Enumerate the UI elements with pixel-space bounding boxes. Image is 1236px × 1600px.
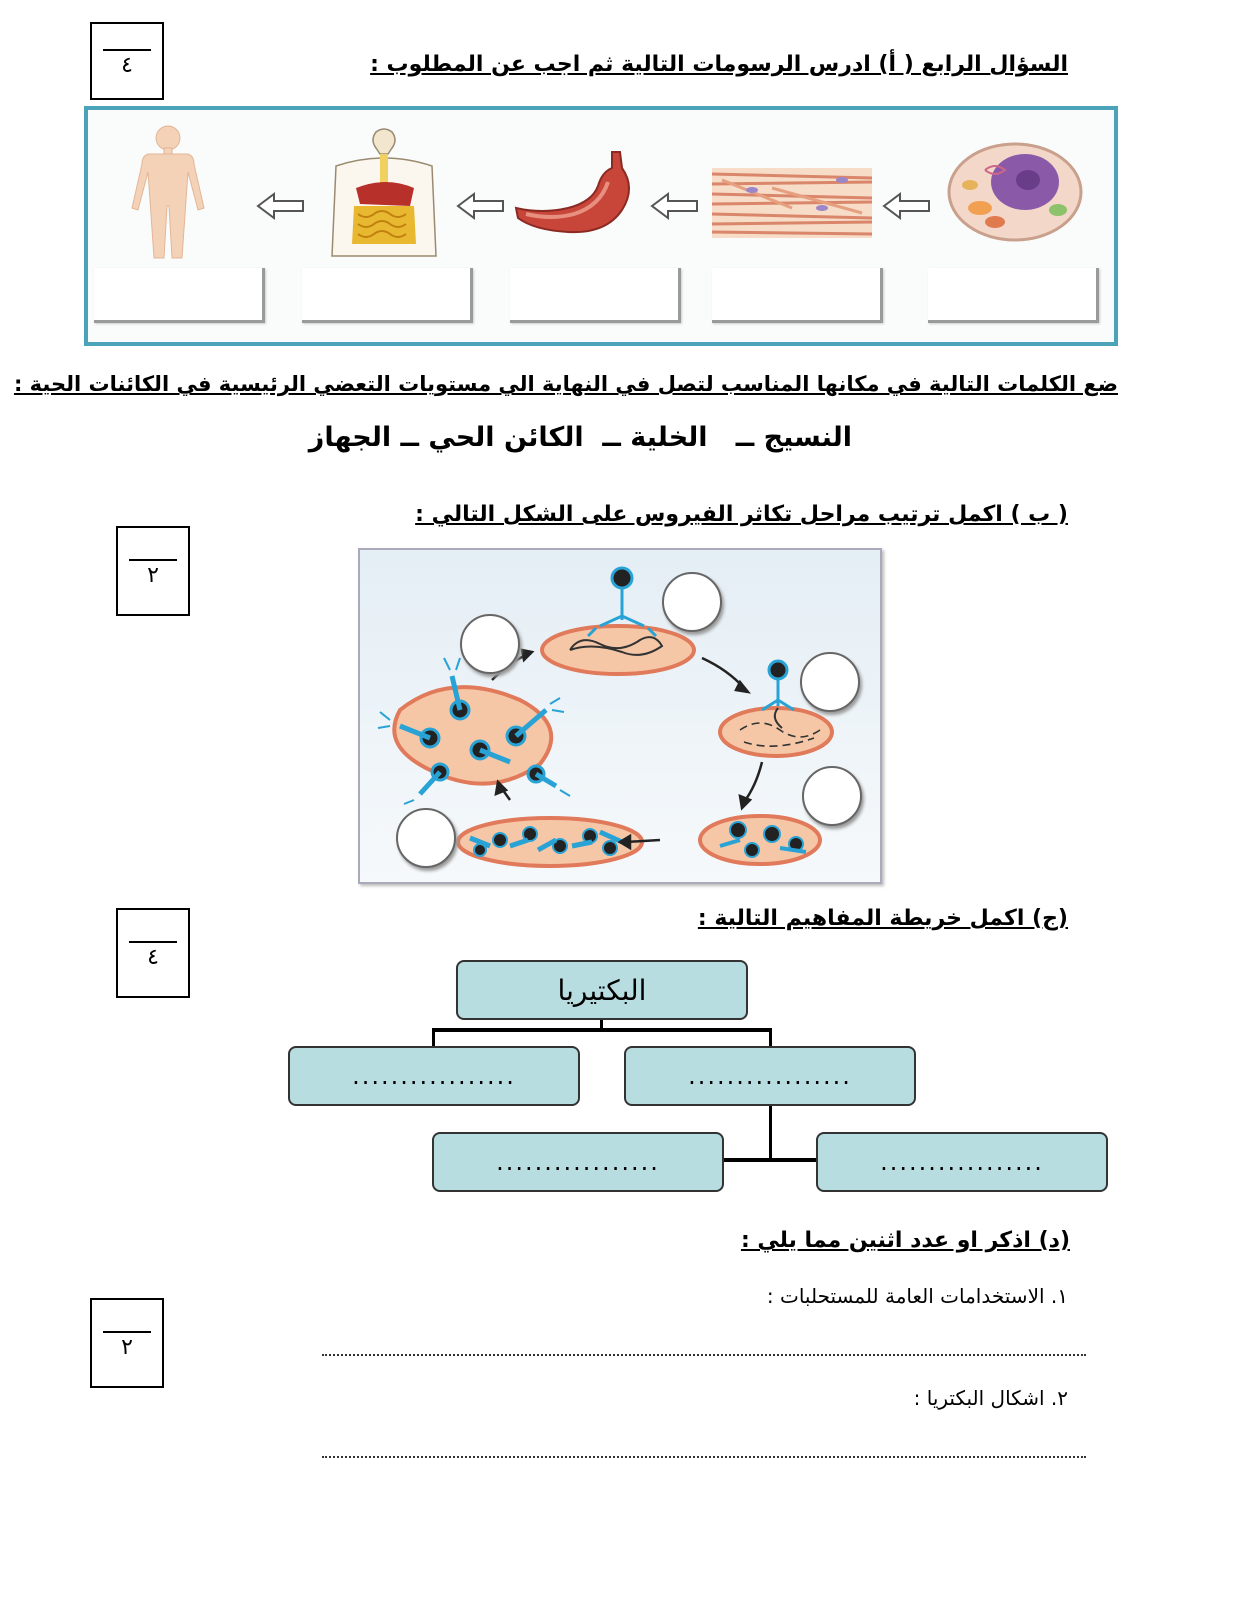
- concept-blank: .................: [496, 1148, 660, 1176]
- item-2-label: ٢. اشكال البكتريا :: [913, 1386, 1068, 1410]
- digestive-system-image: [316, 126, 452, 260]
- score-divider: [129, 941, 177, 943]
- stage-answer-circle-5[interactable]: [460, 614, 520, 674]
- score-box-d: [90, 1298, 164, 1388]
- score-box-b: [116, 526, 190, 616]
- tissue-image: [712, 168, 872, 238]
- question-b-heading: ( ب ) اكمل ترتيب مراحل تكاثر الفيروس على الشكل التالي :: [415, 502, 1068, 527]
- score-divider: [103, 49, 151, 51]
- arrow-left-icon: [256, 192, 306, 220]
- concept-line: [720, 1158, 820, 1162]
- answer-box-cell[interactable]: [928, 268, 1099, 323]
- concept-box-left[interactable]: [288, 1046, 580, 1106]
- word-bank: النسيج ــ الخلية ــ الكائن الحي ــ الجهاز: [308, 422, 852, 453]
- stage-answer-circle-2[interactable]: [800, 652, 860, 712]
- answer-box-tissue[interactable]: [712, 268, 883, 323]
- concept-box-bottom-left[interactable]: [432, 1132, 724, 1192]
- concept-box-bottom-right[interactable]: [816, 1132, 1108, 1192]
- concept-blank: .................: [880, 1148, 1044, 1176]
- virus-cycle-diagram: [358, 548, 882, 884]
- answer-box-system[interactable]: [302, 268, 473, 323]
- arrow-left-icon: [456, 192, 506, 220]
- score-value: ٢: [147, 562, 159, 588]
- concept-blank: .................: [688, 1062, 852, 1090]
- concept-root-box: [456, 960, 748, 1020]
- question-a-heading: السؤال الرابع ( أ) ادرس الرسومات التالية ثم اجب عن المطلوب :: [370, 52, 1068, 77]
- cell-image: [940, 130, 1090, 250]
- question-c-heading: (ج) اكمل خريطة المفاهيم التالية :: [697, 906, 1068, 931]
- score-box-a: [90, 22, 164, 100]
- score-box-c: [116, 908, 190, 998]
- concept-box-right[interactable]: [624, 1046, 916, 1106]
- stage-answer-circle-4[interactable]: [396, 808, 456, 868]
- score-value: ٤: [121, 52, 133, 78]
- concept-line: [769, 1104, 772, 1162]
- answer-line-2[interactable]: [322, 1456, 1086, 1458]
- score-value: ٢: [121, 1334, 133, 1360]
- arrow-left-icon: [882, 192, 932, 220]
- organization-levels-frame: [84, 106, 1118, 346]
- score-divider: [129, 559, 177, 561]
- answer-line-1[interactable]: [322, 1354, 1086, 1356]
- stage-answer-circle-1[interactable]: [662, 572, 722, 632]
- concept-blank: .................: [352, 1062, 516, 1090]
- answer-box-organism[interactable]: [94, 268, 265, 323]
- instruction-text: ضع الكلمات التالية في مكانها المناسب لتصل في النهاية الي مستويات التعضي الرئيسية في الكائنات الحية :: [13, 372, 1118, 396]
- arrow-left-icon: [650, 192, 700, 220]
- stage-answer-circle-3[interactable]: [802, 766, 862, 826]
- question-d-heading: (د) اذكر او عدد اثنين مما يلي :: [740, 1228, 1070, 1253]
- concept-root-label: البكتيريا: [557, 973, 647, 1007]
- concept-line: [769, 1028, 772, 1048]
- item-1-label: ١. الاستخدامات العامة للمستحلبات :: [766, 1284, 1068, 1308]
- stomach-image: [512, 148, 642, 238]
- human-body-image: [118, 122, 218, 262]
- answer-box-organ[interactable]: [510, 268, 681, 323]
- score-divider: [103, 1331, 151, 1333]
- concept-line: [432, 1028, 772, 1032]
- concept-line: [432, 1028, 435, 1048]
- score-value: ٤: [147, 944, 159, 970]
